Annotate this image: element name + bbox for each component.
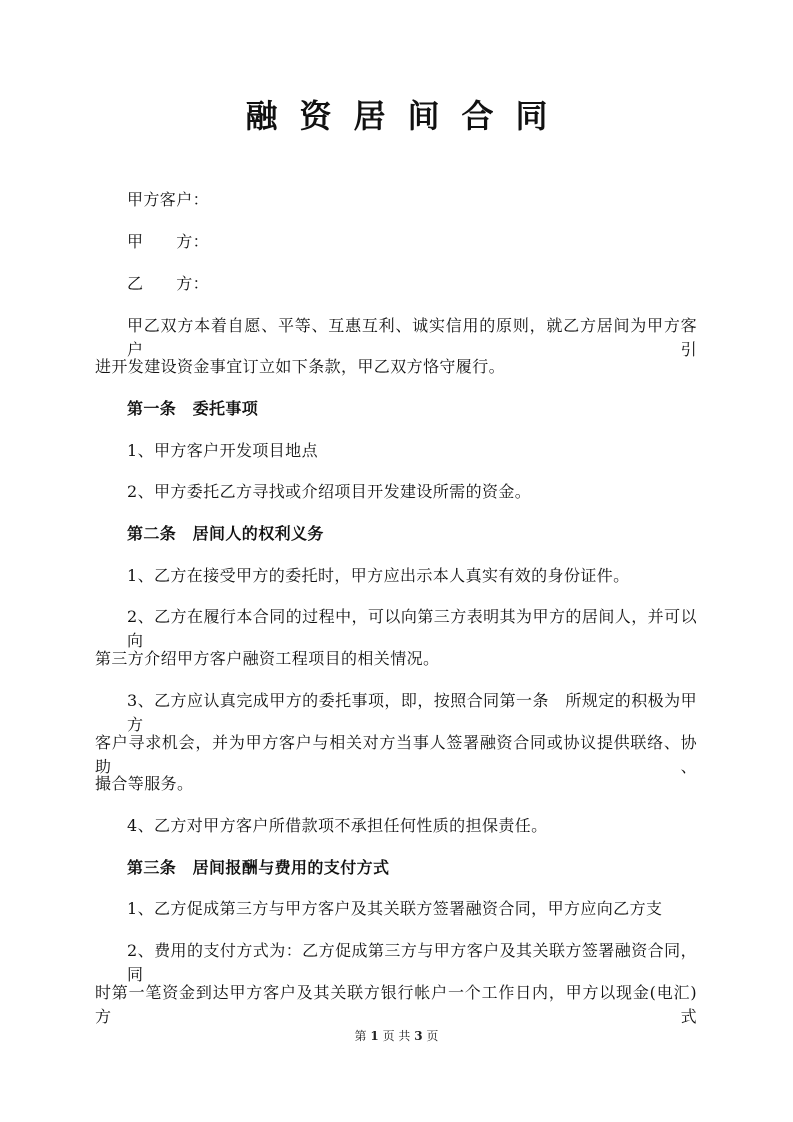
footer-suffix: 页	[426, 1029, 439, 1043]
article-2-item-3-line-3: 撮合等服务。	[95, 774, 194, 793]
article-2-heading: 第二条 居间人的权利义务	[127, 524, 324, 543]
party-b-line: 乙 方：	[127, 274, 210, 293]
article-3-item-1: 1、乙方促成第三方与甲方客户及其关联方签署融资合同，甲方应向乙方支	[127, 899, 663, 918]
article-3-heading: 第三条 居间报酬与费用的支付方式	[127, 858, 390, 877]
footer-current-page: 1	[370, 1029, 379, 1043]
article-3-item-2-line-1: 2、费用的支付方式为：乙方促成第三方与甲方客户及其关联方签署融资合同，同	[127, 941, 697, 984]
article-1-item-1: 1、甲方客户开发项目地点	[127, 441, 318, 460]
article-1-heading: 第一条 委托事项	[127, 399, 259, 418]
article-2-item-1: 1、乙方在接受甲方的委托时，甲方应出示本人真实有效的身份证件。	[127, 566, 630, 585]
party-a-client-line: 甲方客户：	[127, 190, 210, 209]
article-2-item-3-line-2: 客户寻求机会，并为甲方客户与相关对方当事人签署融资合同或协议提供联络、协助、	[95, 733, 697, 776]
article-2-item-4: 4、乙方对甲方客户所借款项不承担任何性质的担保责任。	[127, 816, 548, 835]
preamble-line-2: 进开发建设资金事宜订立如下条款，甲乙双方恪守履行。	[95, 357, 506, 376]
page-footer	[0, 1028, 793, 1044]
footer-middle: 页 共	[382, 1029, 411, 1043]
article-2-item-2-line-2: 第三方介绍甲方客户融资工程项目的相关情况。	[95, 649, 440, 668]
preamble-line-1: 甲乙双方本着自愿、平等、互惠互利、诚实信用的原则，就乙方居间为甲方客户引	[127, 316, 697, 359]
document-title: 融资居间合同	[245, 97, 570, 135]
article-1-item-2: 2、甲方委托乙方寻找或介绍项目开发建设所需的资金。	[127, 482, 532, 501]
footer-total-pages: 3	[414, 1029, 423, 1043]
party-a-line: 甲 方：	[127, 232, 210, 251]
article-2-item-2-line-1: 2、乙方在履行本合同的过程中，可以向第三方表明其为甲方的居间人，并可以向	[127, 607, 697, 650]
article-3-item-2-line-2: 时第一笔资金到达甲方客户及其关联方银行帐户一个工作日内，甲方以现金(电汇)方式	[95, 983, 697, 1026]
article-2-item-3-line-1: 3、乙方应认真完成甲方的委托事项，即，按照合同第一条 所规定的积极为甲方	[127, 691, 697, 734]
footer-prefix: 第	[354, 1029, 367, 1043]
